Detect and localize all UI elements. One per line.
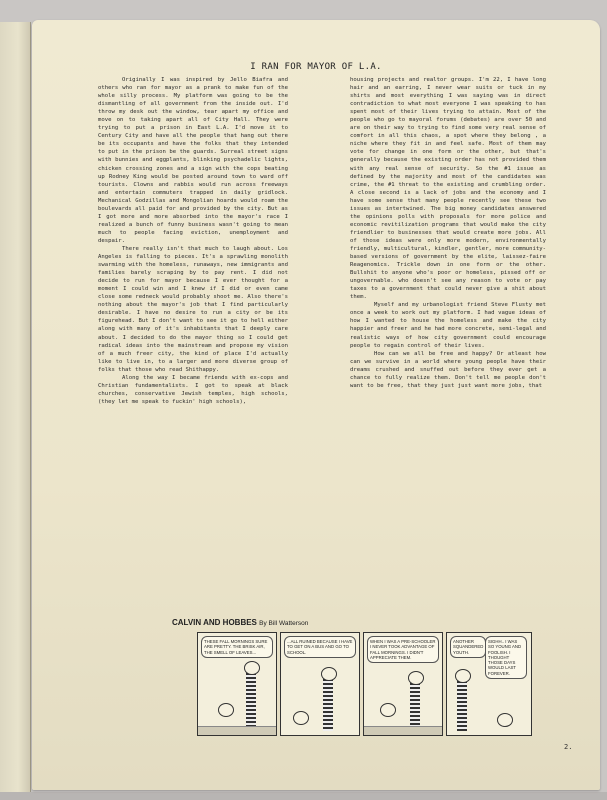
comic-panel-2: [280, 632, 360, 736]
comic-strip: [197, 632, 532, 736]
ground: [198, 726, 276, 735]
comic-title: [172, 618, 308, 627]
calvin-head: [497, 713, 513, 727]
comic-byline: By Bill Watterson: [259, 620, 309, 627]
adjacent-page-edge: [0, 22, 31, 792]
hobbes-head: [244, 661, 260, 675]
speech-bubble: SIGHH.. I WAS SO YOUNG AND FOOLISH. I THOUGHT THOSE DAYS WOULD LAST FOREVER.: [485, 636, 527, 679]
speech-bubble: ...ALL RUINED BECAUSE I HAVE TO GET ON A BUS AND GO TO SCHOOL.: [284, 636, 356, 658]
paragraph: How can we all be free and happy? Or atleast how can we survive in a world where young people have their dreams crushed and snuffed out before they ever get a chance to fully realize them. Don't tell me people don't want to be free, that they just just want more jobs, that: [350, 350, 546, 389]
page-number: 2.: [564, 743, 573, 751]
comic-panel-1: [197, 632, 277, 736]
calvin-head: [380, 703, 396, 717]
calvin-head: [218, 703, 234, 717]
comic-panel-4: [446, 632, 532, 736]
speech-bubble: WHEN I WAS A PRE-SCHOOLER I NEVER TOOK ADVANTAGE OF FALL MORNINGS. I DIDN'T APPRECIATE THEM.: [367, 636, 439, 663]
paragraph: Originally I was inspired by Jello Biafra and others who ran for mayor as a prank to make fun of the whole silly process. My platform was going to be the dismantling of all government from the inside out. I'd throw my desk out the window, tear apart my office and move on to taking apart all of City Hall. They were trying to put a prison in East L.A. I'd move it to Century City and have all the people that hang out there be its occupants and have the folks that they intended to put in the prison be the guards. Surreal street signs with bunnies and eggplants, blinking psychadelic lights, chicken crossing zones and a sign with the cops beating up Rodney King would be posted around town to ward off tourists. Clowns and rabbis would run across freeways and entertain commuters trapped in daily gridlock. Mechanical Godzillas and Mongolian hoards would roam the boulevards all paid for and provided by the city. But as I got more and more absorbed into the mayor's race I realized a bunch of funny business wasn't going to mean much to people facing eviction, unemployment and despair.: [98, 77, 288, 244]
speech-bubble: THESE FALL MORNINGS SURE ARE PRETTY. THE BRISK AIR, THE SMELL OF LEAVES...: [201, 636, 273, 658]
hobbes-figure: [457, 681, 467, 731]
hobbes-head: [455, 669, 471, 683]
hobbes-figure: [323, 679, 333, 731]
zine-page: [32, 20, 600, 790]
comic-panel-3: [363, 632, 443, 736]
hobbes-figure: [246, 673, 256, 731]
speech-bubble: ANOTHER SQUANDERED YOUTH.: [450, 636, 486, 658]
table-surface: [0, 792, 607, 800]
right-column: [350, 76, 546, 390]
article-title: I RAN FOR MAYOR OF L.A.: [250, 62, 382, 72]
left-column: [98, 76, 288, 406]
comic-name: CALVIN AND HOBBES: [172, 618, 257, 627]
paragraph: There really isn't that much to laugh about. Los Angeles is falling to pieces. It's a sprawling monolith swarming with the homeless, runaways, new immigrants and families barely scraping by to pay rent. I did not decide to run for mayor because I ever thought for a moment I could win and I knew if I did or even came close some redneck would probably shoot me. Also there's nothing about the mayor's job that I find particularly desirable. I have no desire to run a city or be its figurehead. But I don't want to see it go to hell either along with many of it's inhabitants that I deeply care about. I decided to do the mayor thing so I could get radical ideas into the mainstream and propose my vision of a much freer city, the kind of place I'd actually like to live in, to a larger and more diverse group of folks that those who read Shithappy.: [98, 245, 288, 373]
hobbes-figure: [410, 683, 420, 731]
hobbes-head: [408, 671, 424, 685]
paragraph: Myself and my urbanologist friend Steve Flusty met once a week to work out my platform. I had vague ideas of how I wanted to house the homeless and make the city happier and freer and he had more concrete, semi-legal and realistic ways of how city government could encourage people to regain control of their lives.: [350, 302, 546, 349]
paragraph: housing projects and realtor groups. I'm 22, I have long hair and an earring, I never wear suits or tuck in my shirts and most everything I was saying was in direct contradiction to what most everyone I was speaking to has spent most of their lives trying to attain. Most of the people who go to mayoral forums (debates) are over 50 and are on their way to trying to find some very real sense of comfort in all this chaos, a spot where they belong , a niche where they fit in and feel safe. Most of them may vote for change in one form or the other, but that's generally because the existing order has not provided them with any real sense of security. So the #1 issue as defined by the majority and most of the candidates was crime, the #1 threat to the existing and crumbling order. A close second is a lack of jobs and the economy and I have some sense that many people recently see these two issues as intertwined. The big money candidates answered the opinions polls with proposals for more police and economic revitilization programs that would make the city friendlier to businesses that would create more jobs. All of those ideas were only more modern, environmentally friendly, multicultural, kindler, gentler, more community-based versions of government by the elite, laissez-faire Reagenomics. Trickle down in one form or the other. Bullshit to anyone who's poor or homeless, pissed off or ungovernable. who doesn't see any reason to vote or pay taxes to a government that could never give a shit about them.: [350, 77, 546, 301]
paragraph: Along the way I became friends with ex-cops and Christian fundamentalists. I got to speak at black churches, conservative Jewish temples, high schools, (they let me speak to fuckin' high schools),: [98, 374, 288, 405]
calvin-head: [293, 711, 309, 725]
ground: [364, 726, 442, 735]
hobbes-head: [321, 667, 337, 681]
